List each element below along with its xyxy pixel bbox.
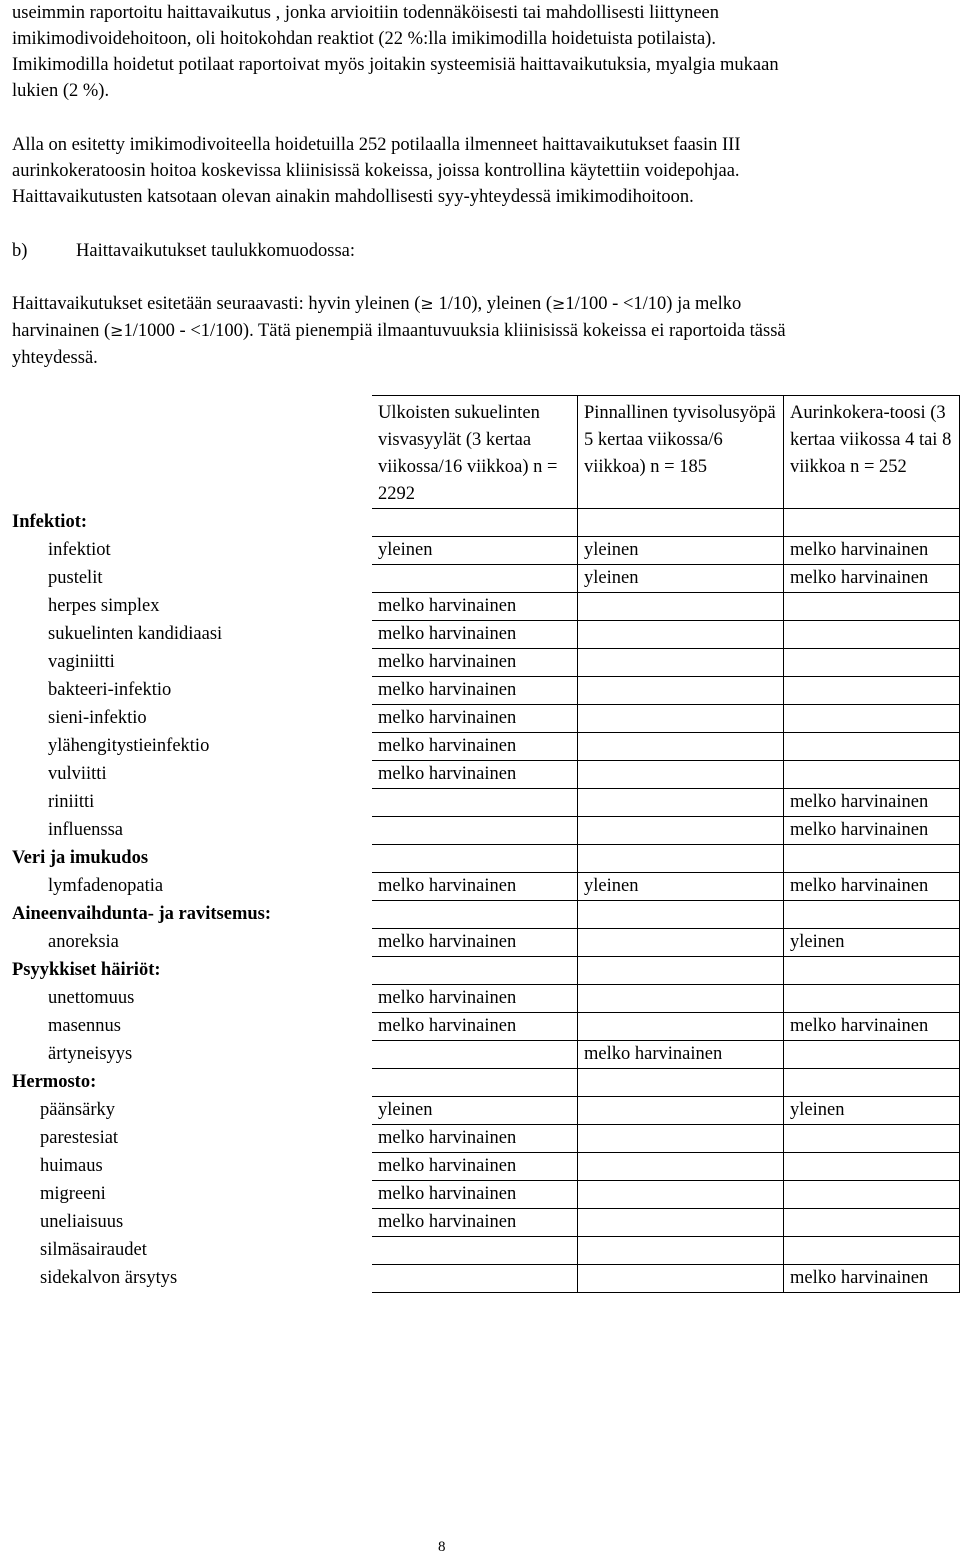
adverse-effect-label: anoreksia [48,932,119,952]
freq-note-text-a: Haittavaikutukset esitetään seuraavasti: hyvin yleinen ( [12,294,421,314]
adverse-effect-label: ärtyneisyys [48,1044,133,1064]
section-title: Infektiot: [12,512,88,532]
section-row [6,901,960,929]
frequency-cell: melko harvinainen [372,1181,578,1209]
adverse-effect-label: vulviitti [48,764,107,784]
frequency-cell [784,1125,960,1153]
section-title: Hermosto: [12,1072,97,1092]
adverse-effect-label: sidekalvon ärsytys [40,1268,178,1288]
frequency-cell [372,1265,578,1293]
section-row-empty-cell [578,1069,784,1097]
table-row [6,873,960,901]
frequency-cell: melko harvinainen [372,1125,578,1153]
table-row [6,565,960,593]
table-row [6,985,960,1013]
section-title: Aineenvaihdunta- ja ravitsemus: [12,904,272,924]
header-cell-basal-cell-carcinoma: Pinnallinen tyvisolusyöpä 5 kertaa viikossa/6 viikkoa) n = 185 [578,396,784,509]
adverse-effect-label: influenssa [48,820,124,840]
frequency-cell: yleinen [578,565,784,593]
table-row [6,817,960,845]
table-row [6,1153,960,1181]
frequency-cell: melko harvinainen [372,733,578,761]
header-cell-actinic-keratosis: Aurinkokera-toosi (3 kertaa viikossa 4 tai 8 viikkoa n = 252 [784,396,960,509]
section-row-empty-cell [578,509,784,537]
frequency-cell [578,817,784,845]
freq-note-text-e: 1/1000 - <1/100). Tätä pienempiä ilmaantuvuuksia kliinisissä kokeissa ei raportoida tässä [123,321,786,341]
table-row [6,761,960,789]
frequency-cell [784,1153,960,1181]
frequency-cell: melko harvinainen [372,593,578,621]
frequency-cell: melko harvinainen [784,1265,960,1293]
intro-line-3: Imikimodilla hoidetut potilaat raportoivat myös joitakin systeemisiä haittavaikutuksia, myalgia mukaan [12,55,779,75]
adverse-effect-label: silmäsairaudet [40,1240,147,1260]
frequency-cell: melko harvinainen [784,817,960,845]
table-row [6,733,960,761]
greater-equal-symbol: ≥ [110,321,124,340]
frequency-cell: melko harvinainen [372,761,578,789]
page-number: 8 [438,1539,446,1555]
frequency-cell [578,1125,784,1153]
frequency-cell [578,1153,784,1181]
intro-line-1: useimmin raportoitu haittavaikutus , jonka arvioitiin todennäköisesti tai mahdollisesti liittyneen [12,3,719,23]
table-row [6,1209,960,1237]
frequency-cell: melko harvinainen [372,649,578,677]
frequency-cell [578,593,784,621]
table-row [6,1237,960,1265]
para2-line-1: Alla on esitetty imikimodivoiteella hoidetuilla 252 potilaalla ilmenneet haittavaikutukset faasin III [12,135,741,155]
adverse-effect-label: herpes simplex [48,596,160,616]
frequency-cell [784,1237,960,1265]
frequency-cell [578,1013,784,1041]
frequency-cell [578,1237,784,1265]
adverse-effect-label: uneliaisuus [40,1212,124,1232]
intro-line-2: imikimodivoidehoitoon, oli hoitokohdan reaktiot (22 %:lla imikimodilla hoidetuista potilaista). [12,29,716,49]
frequency-cell: melko harvinainen [578,1041,784,1069]
section-row [6,845,960,873]
adverse-effect-label: bakteeri-infektio [48,680,172,700]
section-row-empty-cell [784,509,960,537]
section-row-empty-cell [372,509,578,537]
frequency-cell [578,789,784,817]
section-row-empty-cell [372,845,578,873]
frequency-cell [578,705,784,733]
table-row [6,1125,960,1153]
section-row-empty-cell [578,845,784,873]
frequency-cell: yleinen [784,929,960,957]
table-row [6,1097,960,1125]
frequency-cell: yleinen [372,1097,578,1125]
adverse-effect-label: huimaus [40,1156,103,1176]
table-row [6,677,960,705]
header-cell-genital-warts: Ulkoisten sukuelinten visvasyylät (3 kertaa viikossa/16 viikkoa) n = 2292 [372,396,578,509]
section-row [6,509,960,537]
freq-note-line-1 [12,291,741,318]
frequency-cell [784,985,960,1013]
adverse-effect-label: päänsärky [40,1100,115,1120]
table-row [6,1041,960,1069]
table-row [6,789,960,817]
greater-equal-symbol: ≥ [420,294,434,313]
freq-note-line-2 [12,318,786,345]
frequency-cell [784,593,960,621]
section-b-title: Haittavaikutukset taulukkomuodossa: [76,241,355,261]
frequency-cell [578,649,784,677]
section-row [6,957,960,985]
table-row [6,1181,960,1209]
section-row-empty-cell [784,901,960,929]
adverse-effect-label: ylähengitystieinfektio [48,736,210,756]
frequency-cell [578,761,784,789]
frequency-cell [784,733,960,761]
frequency-cell: melko harvinainen [372,985,578,1013]
section-row-empty-cell [372,1069,578,1097]
frequency-cell [784,621,960,649]
adverse-effect-label: sieni-infektio [48,708,147,728]
frequency-cell [578,733,784,761]
frequency-cell [372,1041,578,1069]
frequency-cell [784,649,960,677]
section-row-empty-cell [784,1069,960,1097]
section-row-empty-cell [372,901,578,929]
frequency-cell: melko harvinainen [372,1209,578,1237]
table-row [6,621,960,649]
intro-line-4: lukien (2 %). [12,81,110,101]
adverse-effect-label: pustelit [48,568,103,588]
frequency-cell: yleinen [784,1097,960,1125]
section-row-empty-cell [784,957,960,985]
table-row [6,1013,960,1041]
frequency-cell: melko harvinainen [784,873,960,901]
frequency-cell [578,1265,784,1293]
frequency-cell: melko harvinainen [784,789,960,817]
frequency-cell [578,677,784,705]
adverse-effects-table-body [6,396,960,1293]
frequency-cell [578,1209,784,1237]
greater-equal-symbol: ≥ [552,294,566,313]
frequency-cell: melko harvinainen [372,705,578,733]
frequency-cell: yleinen [578,873,784,901]
section-title: Psyykkiset häiriöt: [12,960,161,980]
adverse-effect-label: infektiot [48,540,111,560]
frequency-cell [372,565,578,593]
frequency-cell [578,1181,784,1209]
header-cell-empty [6,396,372,509]
section-row-empty-cell [578,901,784,929]
section-row-empty-cell [372,957,578,985]
frequency-cell: melko harvinainen [372,929,578,957]
section-row-empty-cell [784,845,960,873]
frequency-cell: melko harvinainen [372,873,578,901]
adverse-effect-label: parestesiat [40,1128,119,1148]
frequency-cell [578,985,784,1013]
table-row [6,1265,960,1293]
table-header-row [6,396,960,509]
table-row [6,649,960,677]
frequency-cell [784,1041,960,1069]
frequency-cell: yleinen [372,537,578,565]
frequency-cell [784,677,960,705]
frequency-cell: melko harvinainen [784,1013,960,1041]
frequency-cell [784,1209,960,1237]
adverse-effect-label: lymfadenopatia [48,876,164,896]
adverse-effect-label: unettomuus [48,988,135,1008]
table-row [6,705,960,733]
adverse-effect-label: sukuelinten kandidiaasi [48,624,223,644]
table-row [6,593,960,621]
freq-note-text-d: harvinainen ( [12,321,111,341]
frequency-cell: melko harvinainen [372,677,578,705]
frequency-cell: melko harvinainen [372,1153,578,1181]
frequency-cell: melko harvinainen [372,621,578,649]
para2-line-3: Haittavaikutusten katsotaan olevan ainakin mahdollisesti syy-yhteydessä imikimodihoitoon. [12,187,694,207]
adverse-effect-label: riniitti [48,792,95,812]
frequency-cell [784,761,960,789]
adverse-effect-label: migreeni [40,1184,106,1204]
frequency-cell: melko harvinainen [784,537,960,565]
table-row [6,929,960,957]
freq-note-line-3: yhteydessä. [12,348,98,368]
para2-line-2: aurinkokeratoosin hoitoa koskevissa kliinisissä kokeissa, joissa kontrollina käytettiin voidepohjaa. [12,161,740,181]
freq-note-text-c: 1/100 - <1/10) ja melko [565,294,742,314]
adverse-effect-label: vaginiitti [48,652,115,672]
frequency-cell [578,929,784,957]
frequency-cell [372,1237,578,1265]
frequency-cell: melko harvinainen [784,565,960,593]
frequency-cell [784,705,960,733]
frequency-cell: yleinen [578,537,784,565]
freq-note-text-b: 1/10), yleinen ( [433,294,552,314]
section-title: Veri ja imukudos [12,848,149,868]
adverse-effects-table [5,395,960,1293]
table-row [6,537,960,565]
frequency-cell: melko harvinainen [372,1013,578,1041]
frequency-cell [372,789,578,817]
frequency-cell [372,817,578,845]
section-row [6,1069,960,1097]
frequency-cell [578,621,784,649]
frequency-cell [784,1181,960,1209]
section-row-empty-cell [578,957,784,985]
adverse-effect-label: masennus [48,1016,121,1036]
frequency-cell [578,1097,784,1125]
section-b-marker: b) [12,241,28,261]
